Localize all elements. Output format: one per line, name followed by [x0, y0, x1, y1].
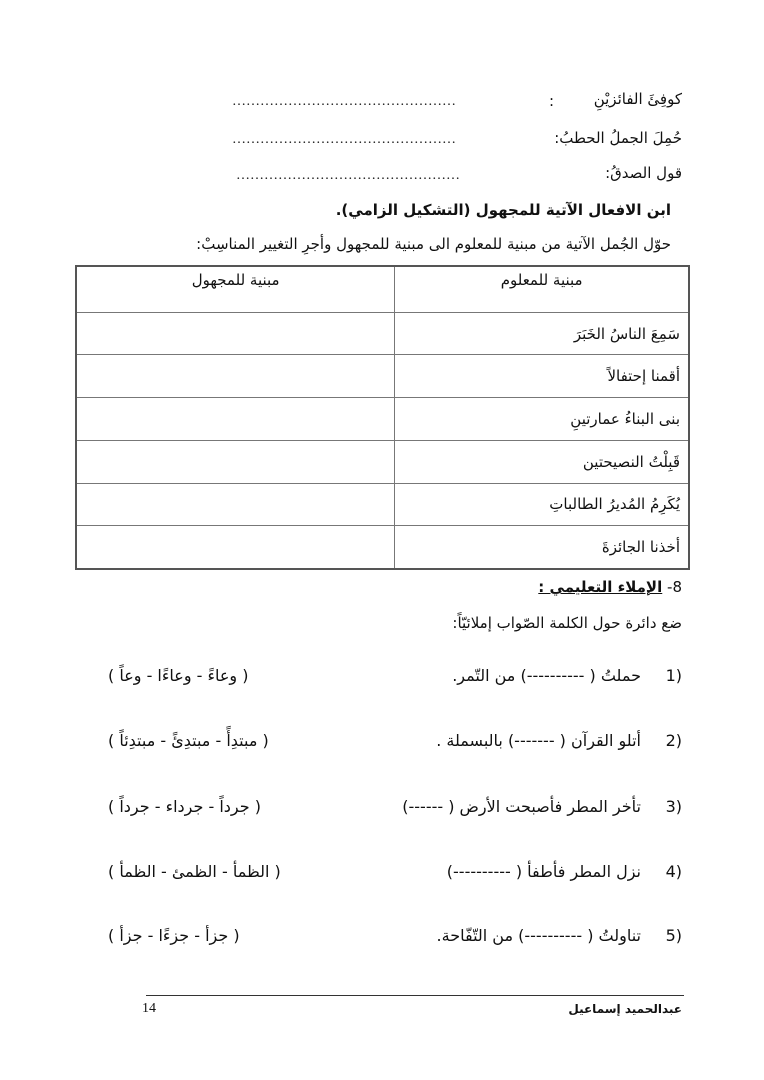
dictation-title: الإملاء التعليمي :: [538, 578, 663, 596]
table-row: [76, 440, 689, 483]
item-options[interactable]: ( الظمأ - الظمئ - الظمأ ): [108, 862, 281, 881]
dictation-heading: [538, 578, 682, 596]
known-cell: سَمِعَ الناسُ الخَبَرَ: [395, 312, 689, 355]
item-sentence: أتلو القرآن ( -------) بالبسملة .: [436, 731, 641, 750]
instruction: حوّل الجُمل الآتية من مبنية للمعلوم الى مبنية للمجهول وأجرِ التغيير المناسِبْ:: [196, 235, 671, 253]
answer-cell[interactable]: [76, 398, 395, 441]
answer-cell[interactable]: [76, 355, 395, 398]
item-number: 2): [665, 731, 682, 750]
item-number: 3): [665, 797, 682, 816]
item-sentence: نزل المطر فأطفأ ( ----------): [446, 862, 641, 881]
idiom-label-1: كوفِئَ الفائزيْنِ: [593, 90, 682, 108]
table-header-row: [76, 266, 689, 312]
answer-cell[interactable]: [76, 483, 395, 526]
known-cell: بنى البناءُ عمارتينِ: [395, 398, 689, 441]
answer-blank-2[interactable]: …………………………………………: [232, 132, 456, 147]
idiom-label-2: حُمِلَ الجملُ الحطبُ:: [554, 129, 682, 147]
item-sentence: تأخر المطر فأصبحت الأرض ( ------): [402, 797, 641, 816]
col-known-header: مبنية للمعلوم: [395, 266, 689, 312]
item-number: 5): [665, 926, 682, 945]
dictation-instruction: ضع دائرة حول الكلمة الصّواب إملائيّاً:: [452, 614, 682, 632]
answer-blank-3[interactable]: …………………………………………: [236, 168, 460, 183]
item-options[interactable]: ( جزأ - جزءًا - جزأ ): [108, 926, 240, 945]
table-row: [76, 483, 689, 526]
answer-blank-1[interactable]: …………………………………………: [232, 94, 456, 109]
table-row: [76, 526, 689, 569]
col-unknown-header: مبنية للمجهول: [76, 266, 395, 312]
page-number: 14: [142, 1001, 156, 1016]
item-options[interactable]: ( وعاءً - وعاءًا - وعاً ): [108, 666, 249, 685]
verb-conversion-table: [75, 265, 690, 570]
known-cell: يُكَرِمُ المُديرُ الطالباتِ: [395, 483, 689, 526]
table-row: [76, 355, 689, 398]
idiom-colon-1: :: [549, 92, 555, 110]
known-cell: قَبِلْتُ النصيحتين: [395, 440, 689, 483]
table-row: [76, 312, 689, 355]
item-sentence: تناولتُ ( ----------) من التّفّاحة.: [436, 926, 641, 945]
item-options[interactable]: ( مبتدِأً - مبتدِئً - مبتدِئاً ): [108, 731, 269, 750]
footer-author: عبدالحميد إسماعيل: [568, 1002, 682, 1016]
dictation-number: 8-: [667, 578, 682, 596]
answer-cell[interactable]: [76, 526, 395, 569]
known-cell: أقمنا إحتفالاً: [395, 355, 689, 398]
answer-cell[interactable]: [76, 440, 395, 483]
answer-cell[interactable]: [76, 312, 395, 355]
table-row: [76, 398, 689, 441]
item-number: 1): [665, 666, 682, 685]
section-heading: ابن الافعال الآتية للمجهول (التشكيل الزامي).: [335, 201, 671, 219]
item-options[interactable]: ( جرداً - جرداء - جرداً ): [108, 797, 261, 816]
known-cell: أخذنا الجائزةَ: [395, 526, 689, 569]
item-number: 4): [665, 862, 682, 881]
idiom-label-3: قول الصدقُ:: [605, 164, 682, 182]
item-sentence: حملتُ ( ----------) من التّمر.: [452, 666, 641, 685]
footer-divider: [146, 995, 684, 996]
